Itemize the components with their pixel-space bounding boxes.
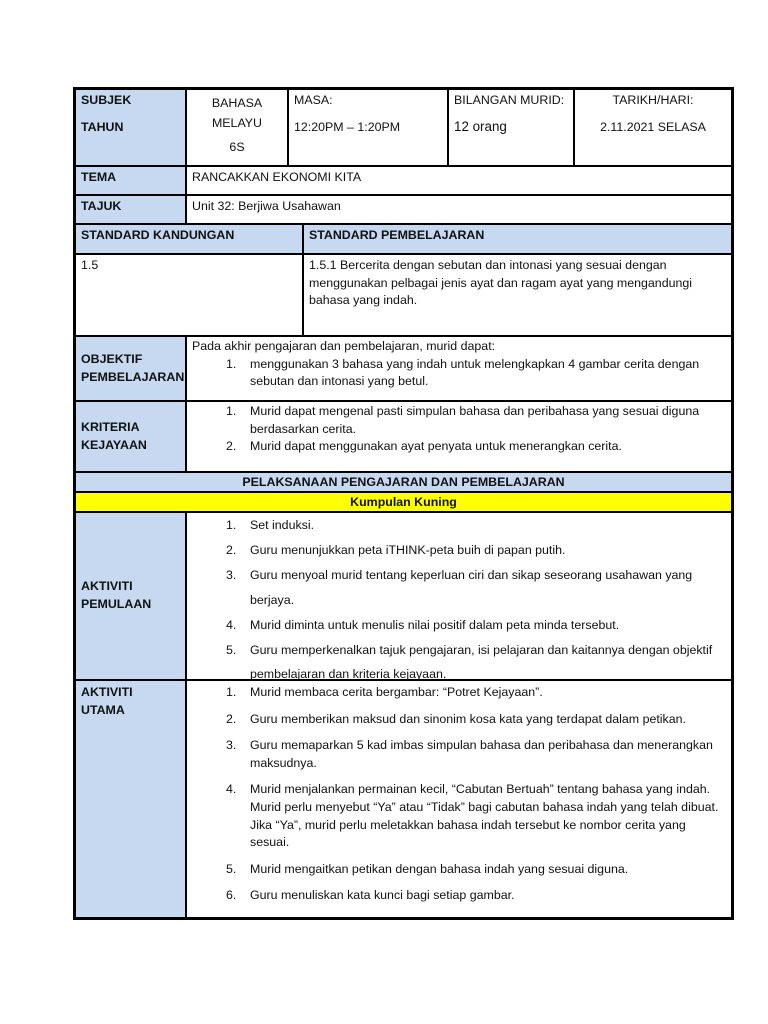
list-item: 2. Murid dapat menggunakan ayat penyata untuk menerangkan cerita. <box>226 439 622 454</box>
standard-kandungan-label: STANDARD KANDUNGAN <box>81 228 235 242</box>
objektif-content-cell <box>186 336 732 401</box>
tarikh-value: 2.11.2021 SELASA <box>600 119 706 134</box>
list-item: 4. Murid diminta untuk menulis nilai positif dalam peta minda tersebut. <box>226 617 620 632</box>
pemulaan-list <box>192 513 726 686</box>
bilangan-murid-cell <box>448 89 574 166</box>
utama-list <box>192 684 726 905</box>
subjek-value-line-2: MELAYU <box>211 115 263 130</box>
tema-value-cell <box>186 166 732 195</box>
subjek-label: SUBJEK <box>81 93 132 107</box>
pemulaan-label-line-2: PEMULAAN <box>81 597 152 611</box>
tahun-label: TAHUN <box>81 119 124 134</box>
objektif-label-line-2: PEMBELAJARAN <box>81 369 185 384</box>
tajuk-value-cell <box>186 195 732 224</box>
list-item: 2. Guru memberikan maksud dan sinonim kosa kata yang terdapat dalam petikan. <box>226 711 686 726</box>
subjek-tahun-label-cell <box>75 89 186 166</box>
pemulaan-content-cell <box>186 512 732 680</box>
standard-kandungan-header <box>75 224 303 254</box>
standard-kandungan-value: 1.5 <box>81 258 99 272</box>
masa-label: MASA: <box>294 93 333 107</box>
kriteria-content-cell <box>186 401 732 472</box>
kriteria-label-line-1: KRITERIA <box>81 419 140 434</box>
masa-cell <box>288 89 448 166</box>
tema-label: TEMA <box>81 170 117 184</box>
list-item: 3. Guru menyoal murid tentang keperluan ciri dan sikap seseorang usahawan yang berjaya. <box>226 568 693 607</box>
list-item: 1. Set induksi. <box>226 518 315 532</box>
kumpulan-cell <box>75 492 732 512</box>
pemulaan-label-cell <box>75 512 186 680</box>
pemulaan-label-line-1: AKTIVITI <box>81 579 133 594</box>
utama-label-line-1: AKTIVITI <box>81 685 133 699</box>
bilangan-murid-label: BILANGAN MURID: <box>454 93 565 107</box>
kumpulan-label: Kumpulan Kuning <box>350 495 457 509</box>
tema-label-cell <box>75 166 186 195</box>
list-item: 5. Murid mengaitkan petikan dengan bahasa indah yang sesuai diguna. <box>226 861 629 876</box>
tajuk-label-cell <box>75 195 186 224</box>
kriteria-label-cell <box>75 401 186 472</box>
subjek-value-line-1: BAHASA <box>211 96 263 110</box>
tajuk-label: TAJUK <box>81 199 122 213</box>
utama-label-line-2: UTAMA <box>81 702 125 717</box>
tarikh-cell <box>574 89 732 166</box>
masa-value: 12:20PM – 1:20PM <box>294 119 401 134</box>
standard-kandungan-value-cell <box>75 254 303 336</box>
kriteria-list <box>192 403 726 456</box>
pelaksanaan-title-cell <box>75 472 732 492</box>
utama-label-cell <box>75 680 186 918</box>
standard-pembelajaran-label: STANDARD PEMBELAJARAN <box>309 228 485 242</box>
objektif-label-cell <box>75 336 186 401</box>
list-item: 2. Guru menunjukkan peta iTHINK-peta buih di papan putih. <box>226 543 566 558</box>
list-item: 4. Murid menjalankan permainan kecil, “Cabutan Bertuah” tentang bahasa yang indah. Murid perlu menyebut “Ya” atau “Tidak” bagi cabutan bahasa indah yang telah dibuat. Jika “Ya”, murid perlu meletakkan bahasa indah tersebut ke nombor cerita yang sesuai. <box>226 782 719 850</box>
pelaksanaan-title: PELAKSANAAN PENGAJARAN DAN PEMBELAJARAN <box>242 475 565 489</box>
kriteria-label-line-2: KEJAYAAN <box>81 437 147 452</box>
list-item: 1. Murid membaca cerita bergambar: “Potret Kejayaan”. <box>226 685 543 699</box>
objektif-intro: Pada akhir pengajaran dan pembelajaran, murid dapat: <box>192 339 496 353</box>
tahun-value: 6S <box>229 139 245 154</box>
tajuk-value: Unit 32: Berjiwa Usahawan <box>192 199 341 213</box>
bilangan-murid-value: 12 orang <box>454 118 507 134</box>
standard-pembelajaran-header <box>303 224 732 254</box>
list-item: 6. Guru menuliskan kata kunci bagi setiap gambar. <box>226 888 515 903</box>
objektif-label-line-1: OBJEKTIF <box>81 351 143 366</box>
standard-pembelajaran-value: 1.5.1 Bercerita dengan sebutan dan intonasi yang sesuai dengan menggunakan pelbagai jenis ayat dan ragam ayat yang mengandungi bahasa yang indah. <box>309 258 693 308</box>
list-item: 5. Guru memperkenalkan tajuk pengajaran, isi pelajaran dan kaitannya dengan objektif pembelajaran dan kriteria kejayaan. <box>226 642 713 682</box>
list-item: 1. menggunakan 3 bahasa yang indah untuk melengkapkan 4 gambar cerita dengan sebutan dan intonasi yang betul. <box>226 356 700 389</box>
list-item: 3. Guru memaparkan 5 kad imbas simpulan bahasa dan peribahasa dan menerangkan maksudnya. <box>226 738 713 770</box>
utama-content-cell <box>186 680 732 918</box>
tema-value: RANCAKKAN EKONOMI KITA <box>192 170 362 184</box>
list-item: 1. Murid dapat mengenal pasti simpulan bahasa dan peribahasa yang sesuai diguna berdasarkan cerita. <box>226 404 700 436</box>
standard-pembelajaran-value-cell <box>303 254 732 336</box>
tarikh-label: TARIKH/HARI: <box>612 93 694 107</box>
objektif-list <box>192 356 726 391</box>
subjek-tahun-value-cell <box>186 89 288 166</box>
